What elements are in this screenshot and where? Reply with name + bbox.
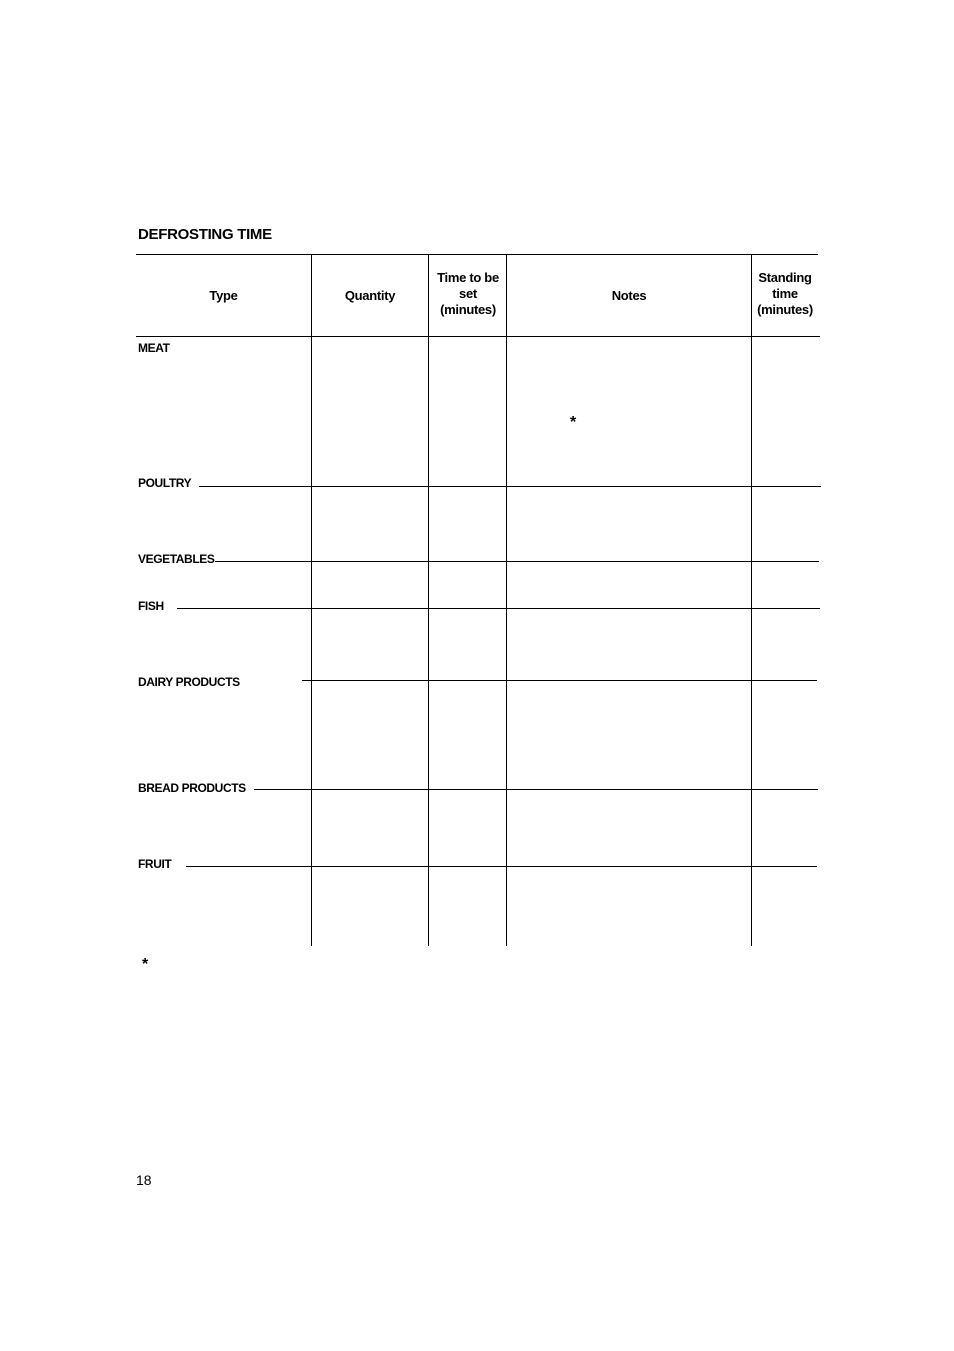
category-bread-products: BREAD PRODUCTS [138, 781, 246, 795]
row-rule-fruit [186, 866, 817, 867]
row-rule-dairy [302, 680, 817, 681]
row-rule-vegetables [215, 561, 819, 562]
footnote-asterisk: * [142, 956, 149, 973]
header-quantity: Quantity [344, 288, 396, 303]
row-rule-poultry [199, 486, 821, 487]
header-bottom-rule [136, 336, 820, 337]
row-rule-bread [254, 789, 818, 790]
column-divider-quantity [311, 254, 312, 946]
category-dairy-products: DAIRY PRODUCTS [138, 675, 240, 689]
table-top-rule [136, 254, 818, 255]
row-rule-fish [177, 608, 820, 609]
category-fruit: FRUIT [138, 857, 172, 871]
notes-asterisk: * [570, 414, 577, 431]
column-divider-time [428, 254, 429, 946]
category-poultry: POULTRY [138, 476, 192, 490]
header-type: Type [209, 288, 238, 303]
category-vegetables: VEGETABLES [138, 552, 215, 566]
column-divider-standing [751, 254, 752, 946]
column-divider-notes [506, 254, 507, 946]
header-time-to-be-set: Time to be set (minutes) [437, 270, 499, 317]
page-title: DEFROSTING TIME [138, 226, 272, 243]
category-meat: MEAT [138, 341, 170, 355]
page-number: 18 [136, 1172, 152, 1188]
header-notes: Notes [611, 288, 647, 303]
header-standing-time: Standing time (minutes) [757, 270, 813, 317]
category-fish: FISH [138, 599, 164, 613]
